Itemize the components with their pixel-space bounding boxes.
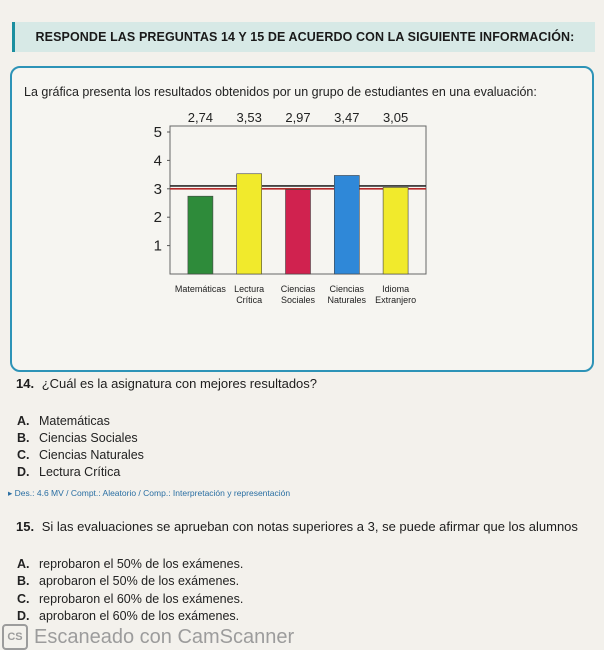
camscanner-watermark [2,624,294,650]
category-label-line: Ciencias [329,284,365,294]
category-label [175,284,227,294]
y-tick-label: 3 [153,180,162,198]
bar-value-label: 2,97 [285,110,311,125]
bar [334,175,359,274]
option-text: reprobaron el 50% de los exámenes. [39,557,244,571]
watermark-text: Escaneado con CamScanner [34,625,295,648]
bar-value-label: 3,05 [382,110,409,125]
y-tick-label: 5 [153,124,162,141]
option-text: Lectura Crítica [39,465,121,479]
question-15-number: 15. [16,519,35,534]
y-tick-label: 2 [153,209,162,227]
q14-option-c[interactable] [17,448,144,462]
question-14-number: 14. [16,376,35,391]
category-label-line: Sociales [280,295,316,305]
q14-option-d[interactable] [17,465,120,479]
y-tick-label: 4 [153,152,162,170]
section-header-title: RESPONDE LAS PREGUNTAS 14 Y 15 DE ACUERDO CON LA SIGUIENTE INFORMACIÓN: [35,30,575,44]
option-text: Matemáticas [39,414,110,428]
bar-value-label: 2,74 [187,110,214,125]
option-letter: C. [17,592,30,606]
bar [237,174,262,274]
question-15-text: Si las evaluaciones se aprueban con notas superiores a 3, se puede afirmar que los alumnos [41,519,578,534]
option-letter: B. [17,574,30,588]
arrow-right-icon: ▸ [8,488,13,498]
bar [286,190,311,274]
bar-chart [12,68,592,370]
category-label-line: Idioma [382,284,410,294]
option-letter: D. [17,465,30,479]
bar-value-label: 3,53 [236,110,262,125]
question-14-metadata-text: Des.: 4.6 MV / Compt.: Aleatorio / Comp.: Interpretación y representación [14,488,291,498]
bar-value-label: 3,47 [334,110,360,125]
question-15 [16,519,578,534]
option-text: reprobaron el 60% de los exámenes. [39,592,244,606]
bar [383,187,408,274]
category-label [281,284,316,305]
question-14-metadata [8,488,290,499]
q14-option-b[interactable] [17,431,138,445]
q15-option-a[interactable] [17,557,243,571]
option-text: Ciencias Sociales [39,431,138,445]
q14-option-a[interactable] [17,414,110,428]
q15-option-b[interactable] [17,574,239,588]
section-header [12,22,595,52]
category-label [375,284,416,305]
option-letter: A. [17,557,30,571]
option-letter: A. [17,414,30,428]
question-14 [16,376,317,391]
category-label-line: Extranjero [375,295,417,305]
y-tick-label: 1 [153,237,162,255]
category-label-line: Crítica [236,295,263,305]
bar [188,196,213,274]
option-text: aprobaron el 50% de los exámenes. [39,574,240,588]
option-letter: B. [17,431,30,445]
q15-option-d[interactable] [17,609,239,623]
category-label-line: Ciencias [280,284,316,294]
question-14-text: ¿Cuál es la asignatura con mejores resultados? [41,376,318,391]
option-text: aprobaron el 60% de los exámenes. [39,609,240,623]
option-letter: C. [17,448,30,462]
q15-option-c[interactable] [17,592,243,606]
question-card [10,66,594,372]
category-label-line: Lectura [234,284,265,294]
category-label [234,284,264,305]
category-label [328,284,367,305]
option-letter: D. [17,609,30,623]
option-text: Ciencias Naturales [39,448,144,462]
camscanner-logo-icon: CS [2,624,28,650]
card-question-text: La gráfica presenta los resultados obtenidos por un grupo de estudiantes en una evaluación: [24,85,537,99]
category-label-line: Matemáticas [174,284,226,294]
category-label-line: Naturales [327,295,367,305]
